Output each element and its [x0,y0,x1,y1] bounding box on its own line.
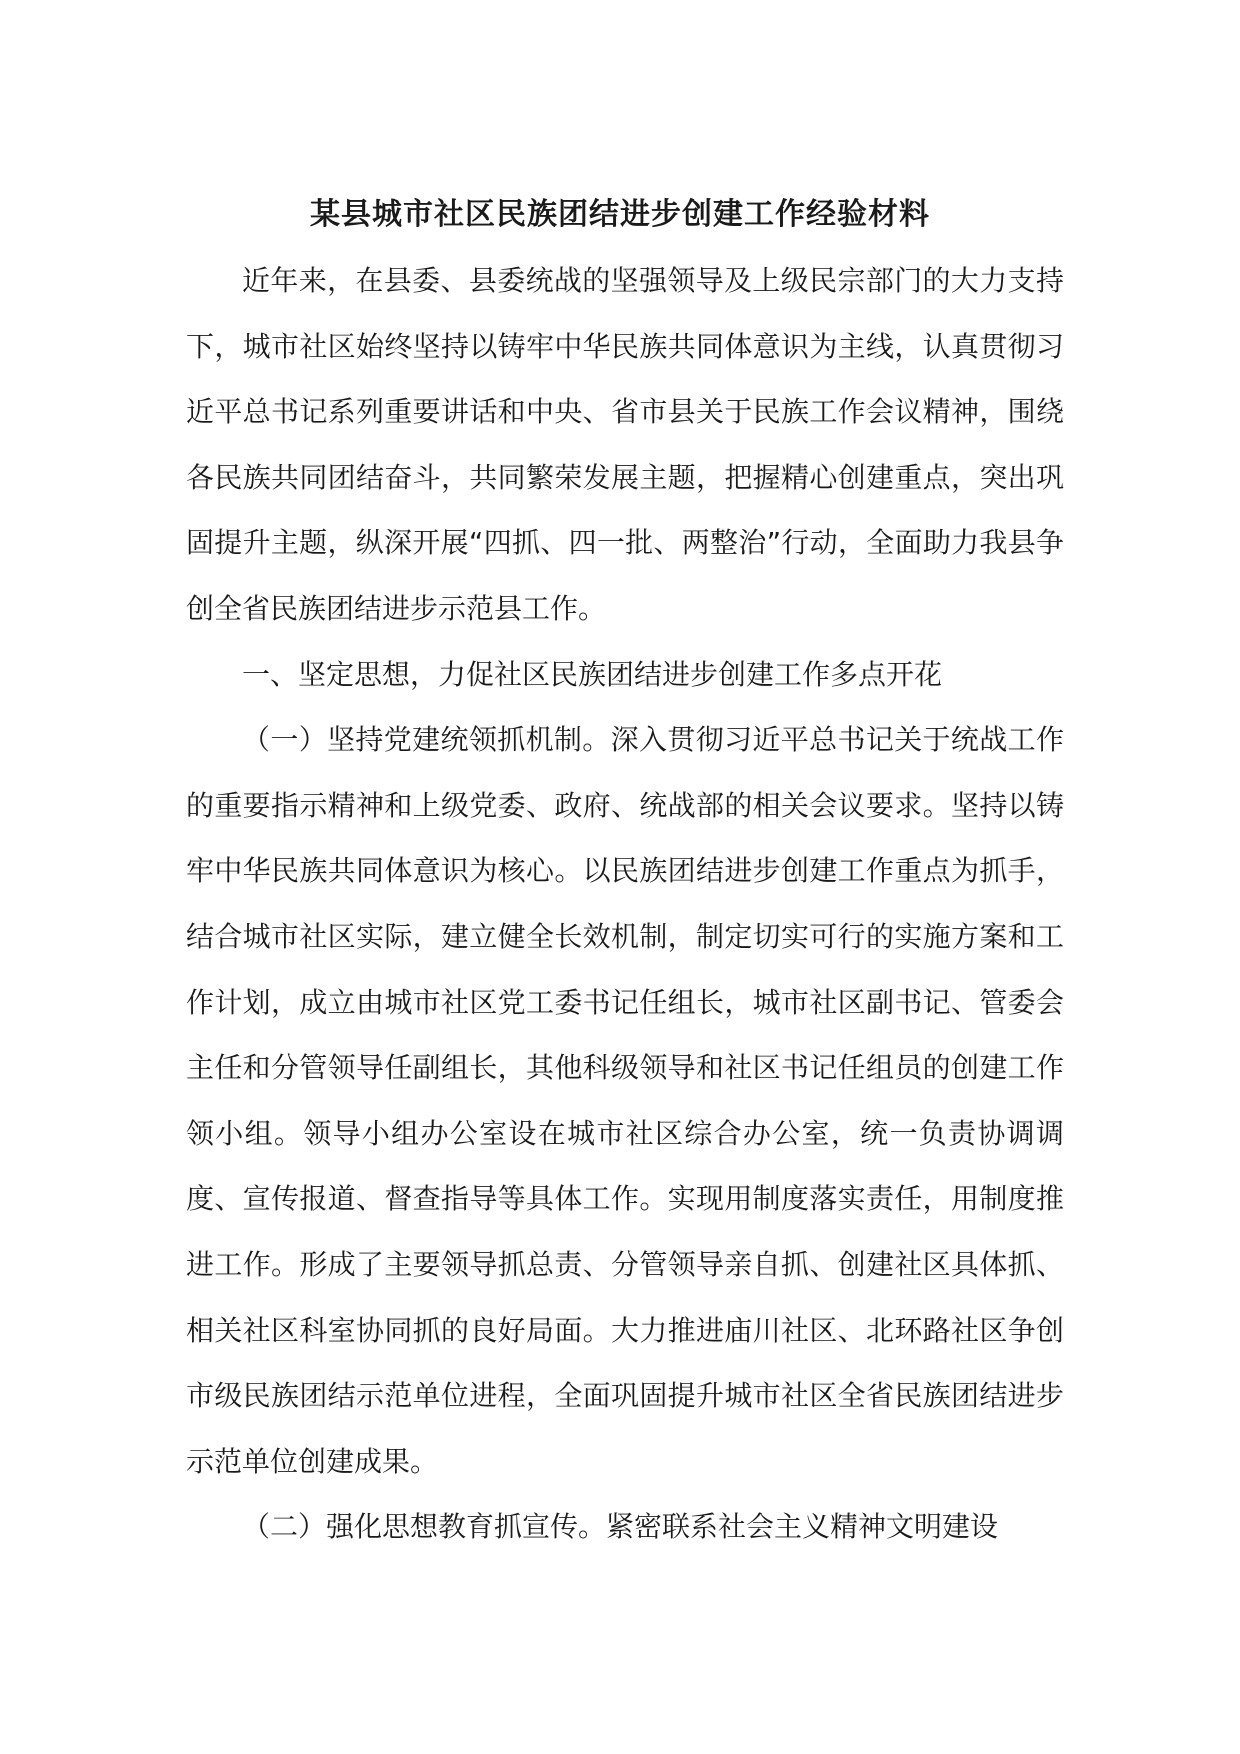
paragraph-subsection-2: （二）强化思想教育抓宣传。紧密联系社会主义精神文明建设 [242,1510,999,1544]
document-title: 某县城市社区民族团结进步创建工作经验材料 [310,197,930,232]
paragraph-subsection-1: （一）坚持党建统领抓机制。深入贯彻习近平总书记关于统战工作的重要指示精神和上级党委、政府、统战部的相关会议要求。坚持以铸牢中华民族共同体意识为核心。以民族团结进步创建工作重点为抓手，结合城市社区实际，建立健全长效机制，制定切实可行的实施方案和工作计划，成立由城市社区党工委书记任组长，城市社区副书记、管委会主任和分管领导任副组长，其他科级领导和社区书记任组员的创建工作领小组。领导小组办公室设在城市社区综合办公室，统一负责协调调度、宣传报道、督查指导等具体工作。实现用制度落实责任，用制度推进工作。形成了主要领导抓总责、分管领导亲自抓、创建社区具体抓、相关社区科室协同抓的良好局面。大力推进庙川社区、北环路社区争创市级民族团结示范单位进程，全面巩固提升城市社区全省民族团结进步示范单位创建成果。 [186,723,1064,1478]
paragraph-intro: 近年来，在县委、县委统战的坚强领导及上级民宗部门的大力支持下，城市社区始终坚持以铸牢中华民族共同体意识为主线，认真贯彻习近平总书记系列重要讲话和中央、省市县关于民族工作会议精神，围绕各民族共同团结奋斗，共同繁荣发展主题，把握精心创建重点，突出巩固提升主题，纵深开展“四抓、四一批、两整治”行动，全面助力我县争创全省民族团结进步示范县工作。 [186,264,1064,625]
section-heading-1: 一、坚定思想，力促社区民族团结进步创建工作多点开花 [242,657,943,691]
document-body [186,248,1064,1560]
